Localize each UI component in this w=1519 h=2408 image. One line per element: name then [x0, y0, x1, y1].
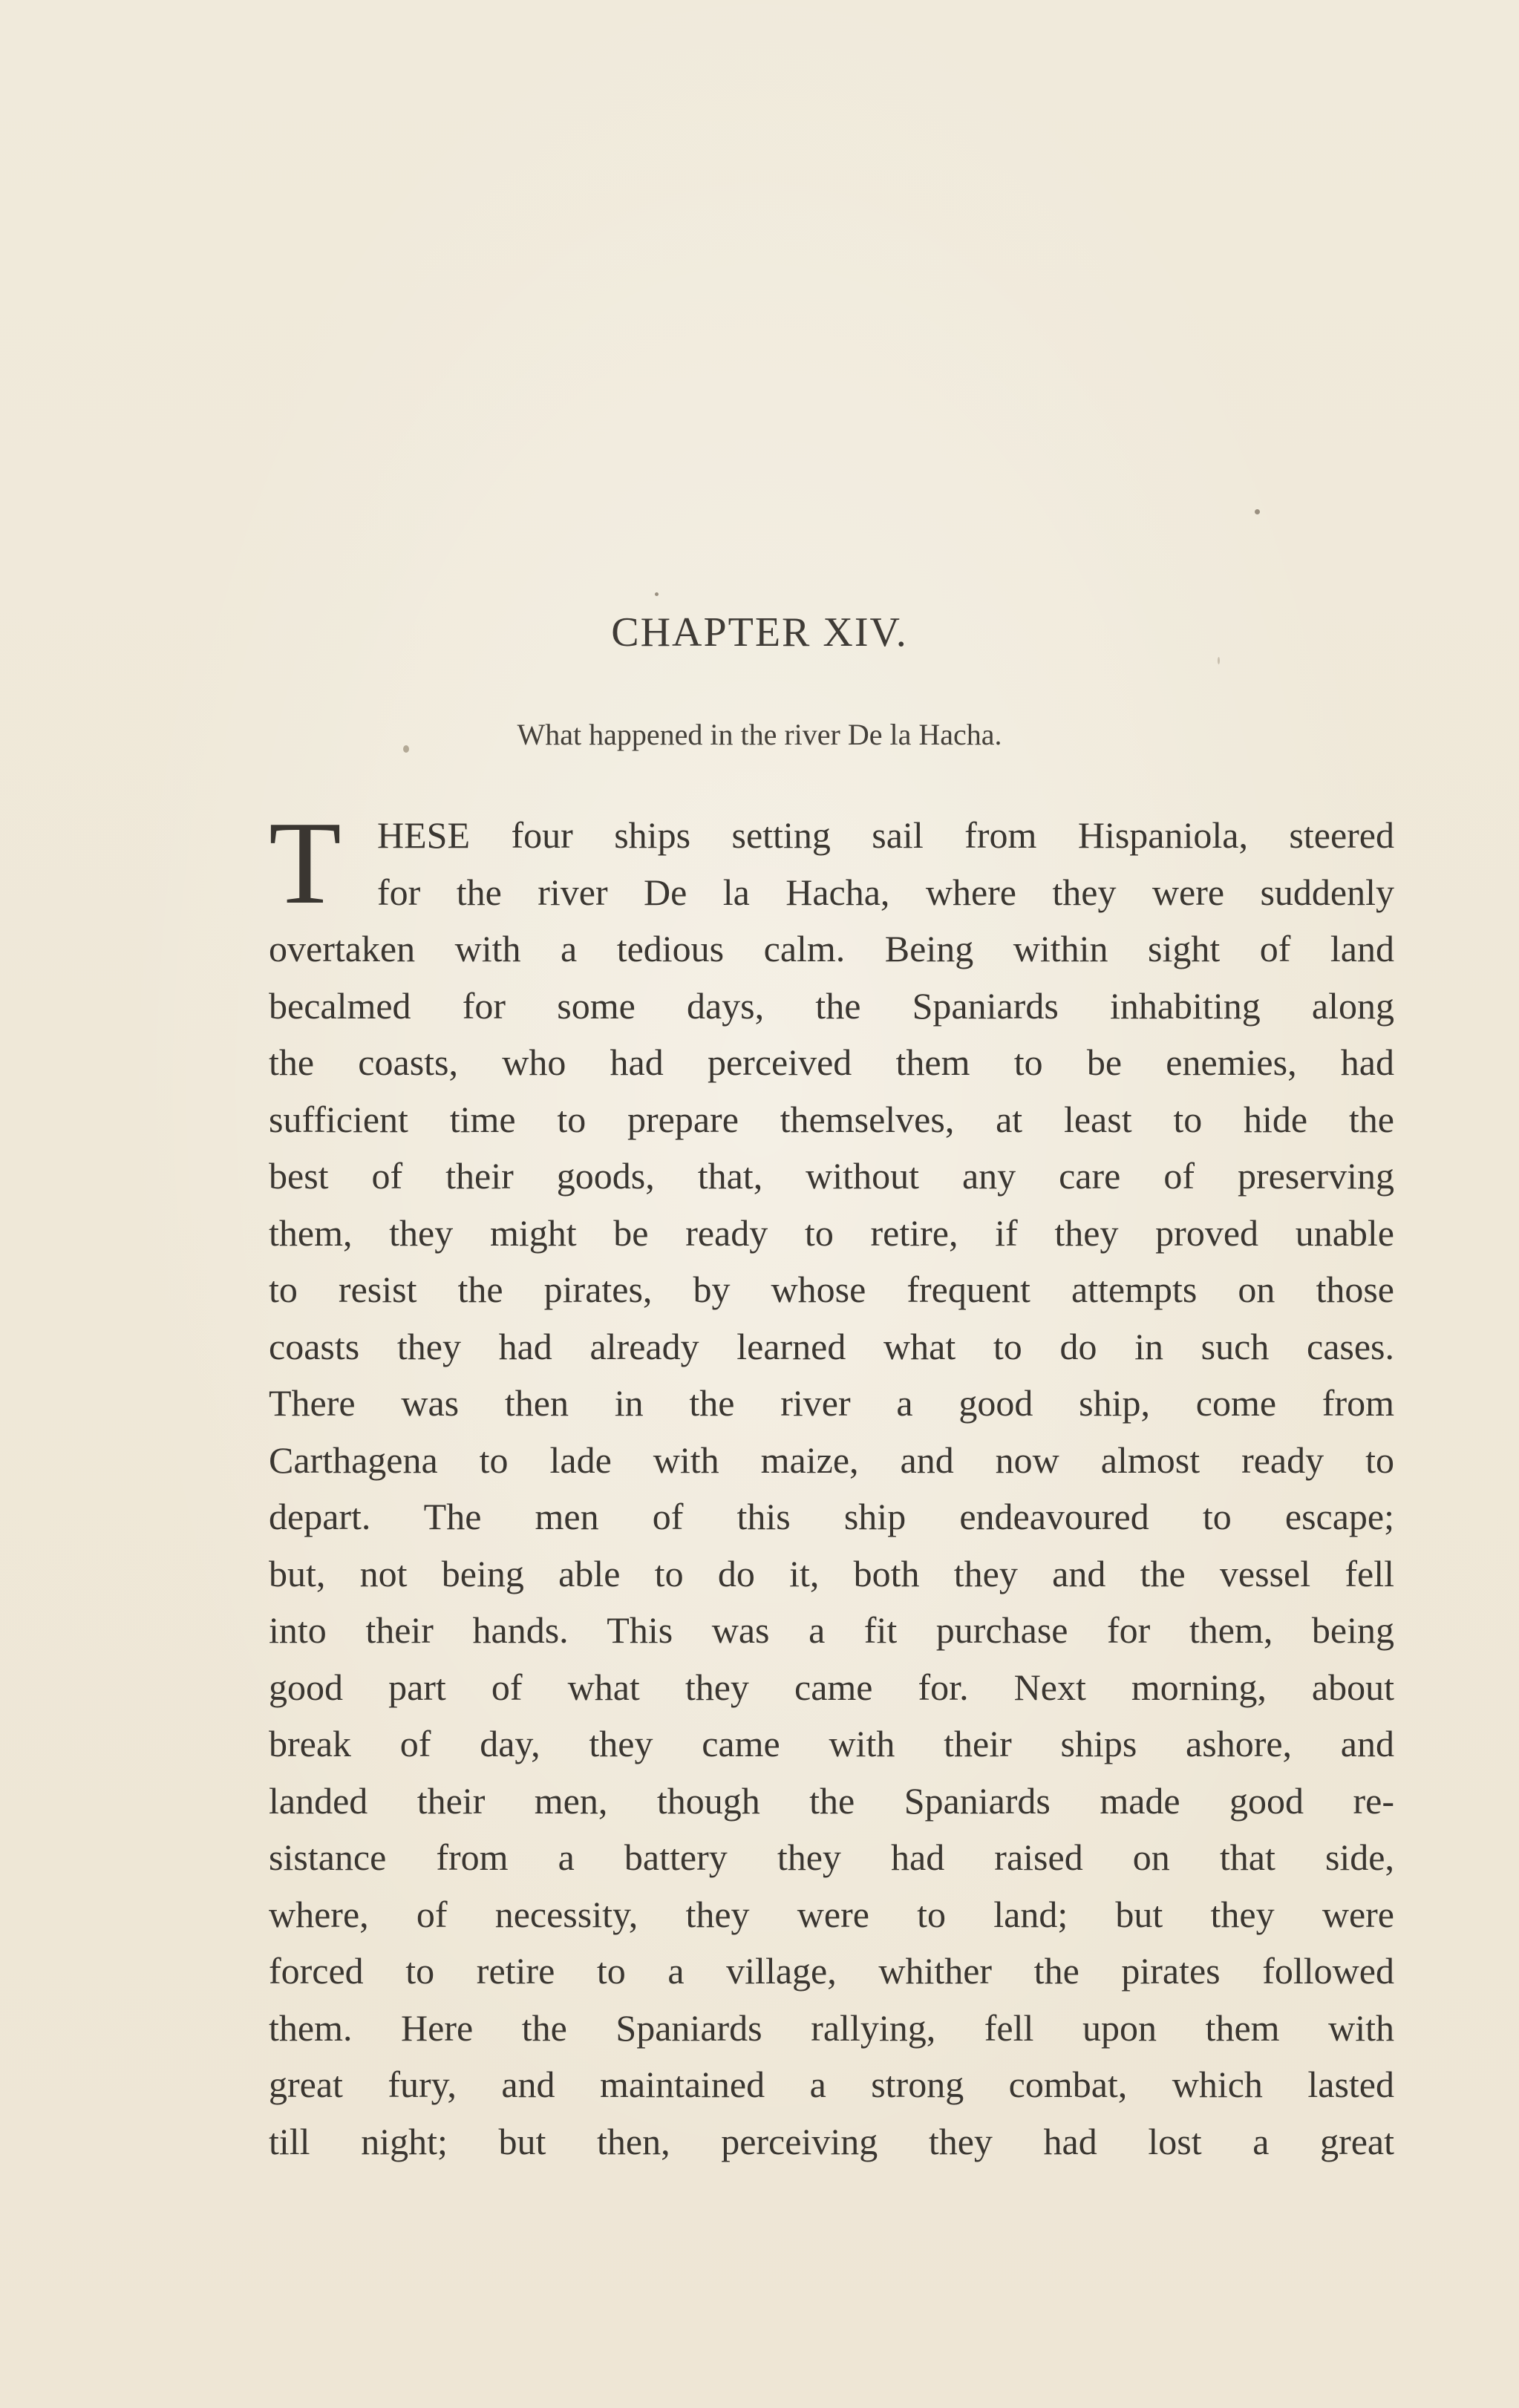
text-line: sufficient time to prepare themselves, at least to hide the — [269, 1098, 1394, 1140]
text-line: coasts they had already learned what to do in such cases. — [269, 1325, 1394, 1367]
text-line: where, of necessity, they were to land; but they were — [269, 1893, 1394, 1935]
text-line: good part of what they came for. Next morning, about — [269, 1666, 1394, 1708]
text-line: HESE four ships setting sail from Hispaniola, steered — [377, 814, 1394, 856]
text-line: till night; but then, perceiving they had lost a great — [269, 2120, 1394, 2162]
text-line: best of their goods, that, without any care of preserving — [269, 1155, 1394, 1197]
chapter-subtitle: What happened in the river De la Hacha. — [517, 718, 1002, 751]
text-line: but, not being able to do it, both they and the vessel fell — [269, 1552, 1394, 1594]
paper-speck — [655, 592, 659, 596]
text-line: to resist the pirates, by whose frequent attempts on those — [269, 1269, 1394, 1310]
paper-speck — [1218, 657, 1220, 664]
text-line: depart. The men of this ship endeavoured to escape; — [269, 1496, 1394, 1537]
drop-cap: T — [269, 796, 342, 929]
text-line: overtaken with a tedious calm. Being within sight of land — [269, 928, 1394, 969]
text-line: break of day, they came with their ships ashore, and — [269, 1723, 1394, 1764]
text-line: for the river De la Hacha, where they were suddenly — [377, 871, 1394, 913]
text-line: the coasts, who had perceived them to be enemies, had — [269, 1041, 1394, 1083]
text-line: Carthagena to lade with maize, and now almost ready to — [269, 1439, 1394, 1481]
text-line: becalmed for some days, the Spaniards inhabiting along — [269, 984, 1394, 1027]
paper-speck — [1255, 509, 1260, 514]
text-line: great fury, and maintained a strong combat, which lasted — [269, 2064, 1394, 2105]
text-line: There was then in the river a good ship, come from — [269, 1382, 1394, 1424]
text-line: sistance from a battery they had raised on that side, — [269, 1836, 1394, 1878]
text-line: them. Here the Spaniards rallying, fell upon them with — [269, 2006, 1394, 2049]
text-line: them, they might be ready to retire, if they proved unable — [269, 1211, 1394, 1254]
text-line: into their hands. This was a fit purchase for them, being — [269, 1609, 1394, 1651]
chapter-heading: CHAPTER XIV. — [611, 609, 908, 655]
text-line: forced to retire to a village, whither the pirates followed — [269, 1950, 1394, 1992]
text-line: landed their men, though the Spaniards made good re- — [269, 1779, 1394, 1822]
chapter-body-text — [269, 796, 1394, 2170]
